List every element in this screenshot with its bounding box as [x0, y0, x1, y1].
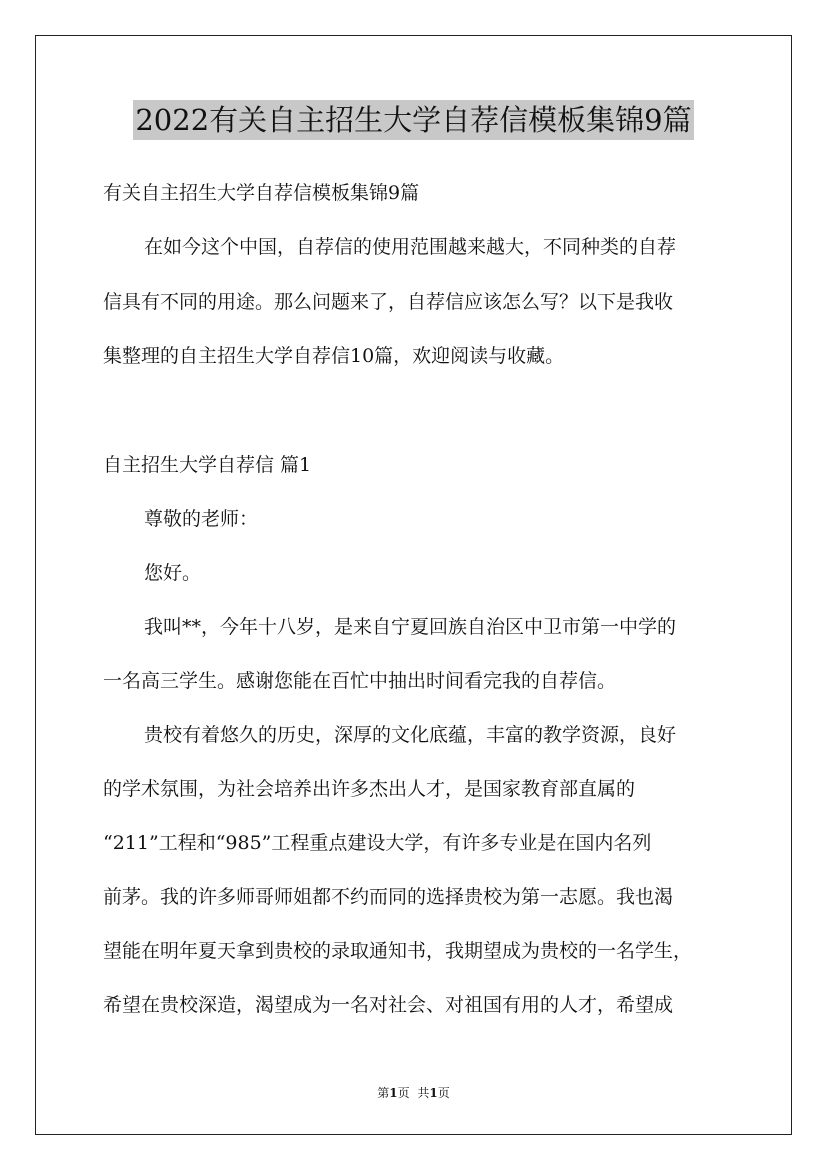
- intro-line-2: 信具有不同的用途。那么问题来了，自荐信应该怎么写？以下是我收: [103, 291, 674, 313]
- footer-total-number: 1: [429, 1086, 438, 1100]
- body-line-6: 前茅。我的许多师哥师姐都不约而同的选择贵校为第一志愿。我也渴: [103, 886, 674, 908]
- intro-line-3: 集整理的自主招生大学自荐信10篇，欢迎阅读与收藏。: [103, 345, 565, 367]
- body-line-1: 我叫**，今年十八岁，是来自宁夏回族自治区中卫市第一中学的: [144, 616, 677, 638]
- section-heading: 自主招生大学自荐信 篇1: [103, 454, 312, 476]
- footer-total-prefix: 共: [417, 1086, 430, 1100]
- footer-page-prefix: 第: [377, 1086, 390, 1100]
- document-subtitle: 有关自主招生大学自荐信模板集锦9篇: [103, 182, 420, 204]
- title-container: [0, 100, 827, 140]
- intro-line-1: 在如今这个中国，自荐信的使用范围越来越大，不同种类的自荐: [144, 236, 677, 258]
- footer-page-mid: 页: [397, 1086, 410, 1100]
- footer-page-number: 1: [389, 1086, 398, 1100]
- body-line-8: 希望在贵校深造，渴望成为一名对社会、对祖国有用的人才，希望成: [103, 994, 674, 1016]
- body-line-4: 的学术氛围，为社会培养出许多杰出人才，是国家教育部直属的: [103, 778, 636, 800]
- document-title: 2022有关自主招生大学自荐信模板集锦9篇: [133, 100, 693, 140]
- body-line-2: 一名高三学生。感谢您能在百忙中抽出时间看完我的自荐信。: [103, 670, 617, 692]
- body-line-7: 望能在明年夏天拿到贵校的录取通知书，我期望成为贵校的一名学生，: [103, 940, 693, 962]
- footer-total-suffix: 页: [437, 1086, 450, 1100]
- greeting: 您好。: [144, 562, 202, 584]
- body-line-5: “211”工程和“985”工程重点建设大学，有许多专业是在国内名列: [103, 832, 652, 854]
- salutation: 尊敬的老师：: [144, 508, 259, 530]
- page-footer: [0, 1085, 827, 1101]
- body-line-3: 贵校有着悠久的历史，深厚的文化底蕴，丰富的教学资源，良好: [144, 724, 677, 746]
